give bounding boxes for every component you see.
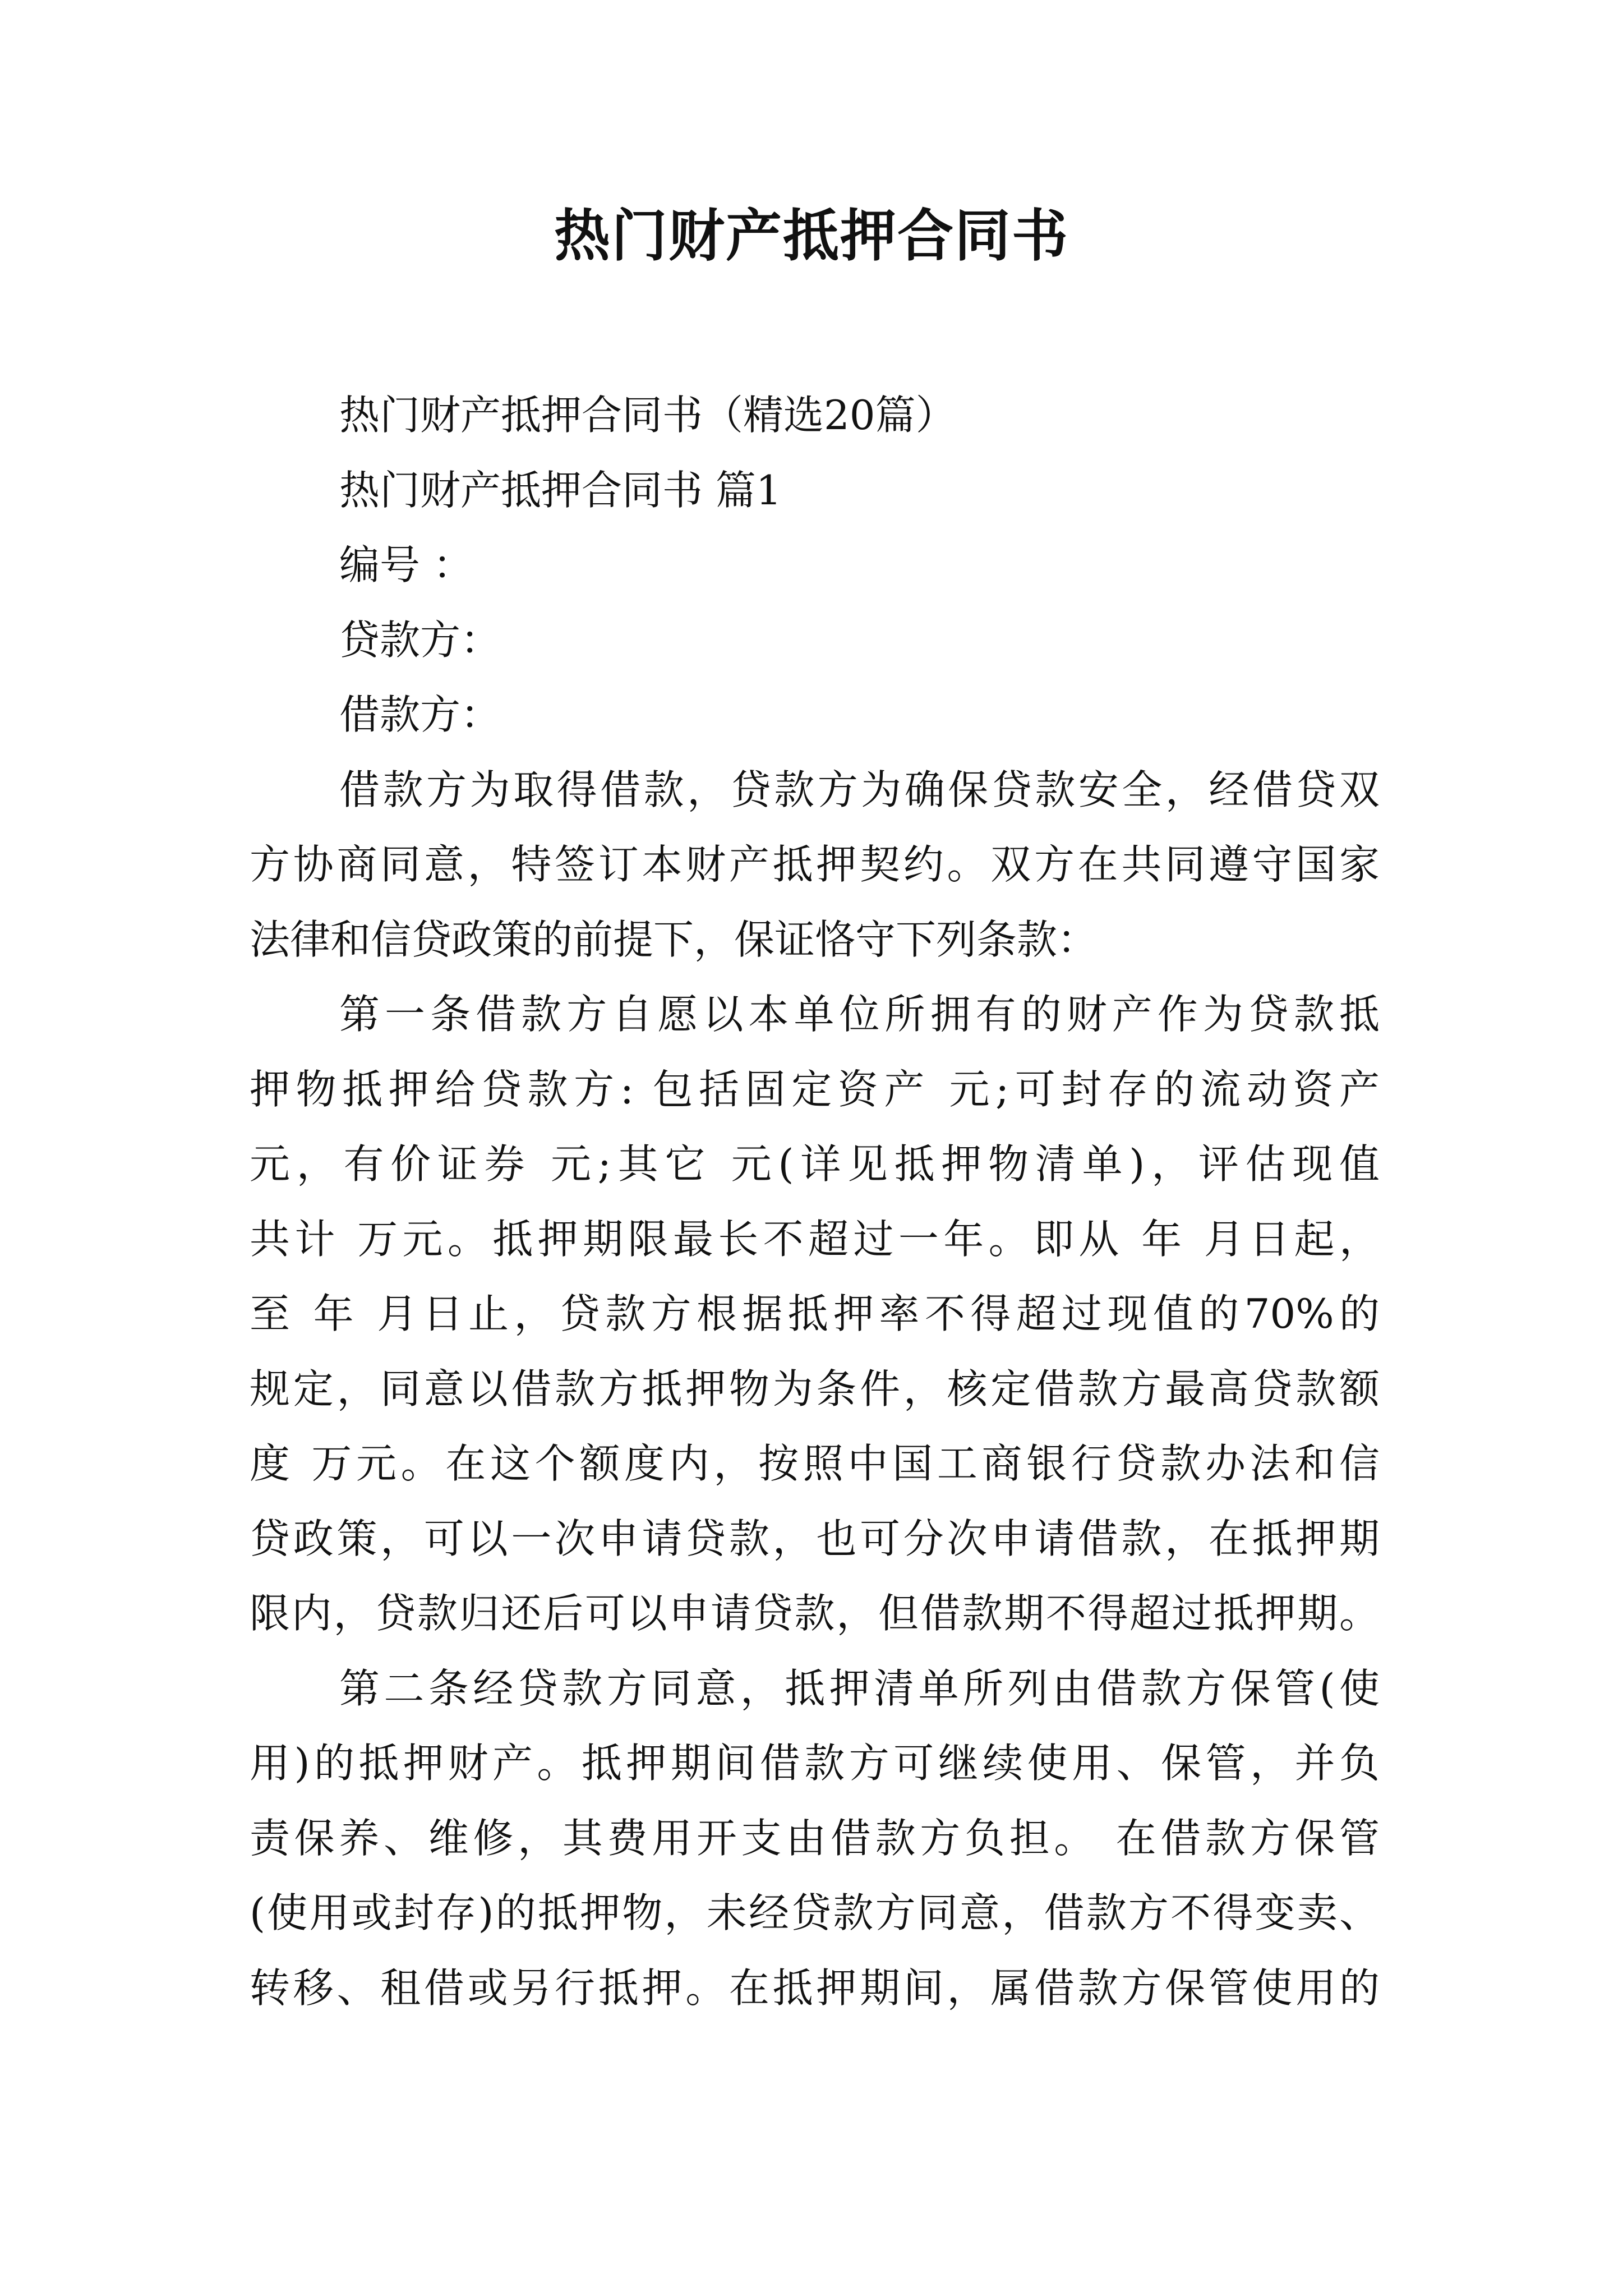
paragraph-line: 规定，同意以借款方抵押物为条件，核定借款方最高贷款额	[250, 1365, 1380, 1412]
paragraph-line: 元，有价证券 元;其它 元(详见抵押物清单)，评估现值	[250, 1140, 1380, 1188]
paragraph-line: 用)的抵押财产。抵押期间借款方可继续使用、保管，并负	[250, 1740, 1380, 1787]
paragraph-line: 限内，贷款归还后可以申请贷款，但借款期不得超过抵押期。	[250, 1590, 1380, 1637]
paragraph-line: 贷政策，可以一次申请贷款，也可分次申请借款，在抵押期	[250, 1515, 1380, 1562]
paragraph-line: 共计 万元。抵押期限最长不超过一年。即从 年 月日起，	[250, 1215, 1380, 1263]
subtitle-line: 热门财产抵押合同书（精选20篇）	[339, 392, 956, 439]
paragraph-line: 第二条经贷款方同意，抵押清单所列由借款方保管(使	[339, 1664, 1380, 1712]
field-number: 编号 ：	[339, 541, 473, 588]
section-heading: 热门财产抵押合同书 篇1	[339, 466, 782, 514]
document-title: 热门财产抵押合同书	[554, 203, 1069, 269]
field-lender: 贷款方：	[339, 616, 501, 664]
paragraph-line: 第一条借款方自愿以本单位所拥有的财产作为贷款抵	[339, 991, 1380, 1038]
paragraph-line: 法律和信贷政策的前提下，保证恪守下列条款：	[250, 915, 1098, 963]
field-borrower: 借款方：	[339, 691, 501, 738]
paragraph-line: 押物抵押给贷款方: 包括固定资产 元;可封存的流动资产	[250, 1065, 1380, 1113]
paragraph-line: (使用或封存)的抵押物，未经贷款方同意，借款方不得变卖、	[250, 1889, 1380, 1936]
document-body	[250, 378, 1380, 2026]
paragraph-line: 至 年 月日止，贷款方根据抵押率不得超过现值的70%的	[250, 1290, 1380, 1337]
paragraph-line: 责保养、维修，其费用开支由借款方负担。 在借款方保管	[250, 1814, 1380, 1862]
paragraph-line: 转移、租借或另行抵押。在抵押期间，属借款方保管使用的	[250, 1964, 1380, 2012]
paragraph-line: 借款方为取得借款，贷款方为确保贷款安全，经借贷双	[339, 766, 1380, 813]
paragraph-line: 度 万元。在这个额度内，按照中国工商银行贷款办法和信	[250, 1440, 1380, 1487]
paragraph-line: 方协商同意，特签订本财产抵押契约。双方在共同遵守国家	[250, 841, 1380, 888]
